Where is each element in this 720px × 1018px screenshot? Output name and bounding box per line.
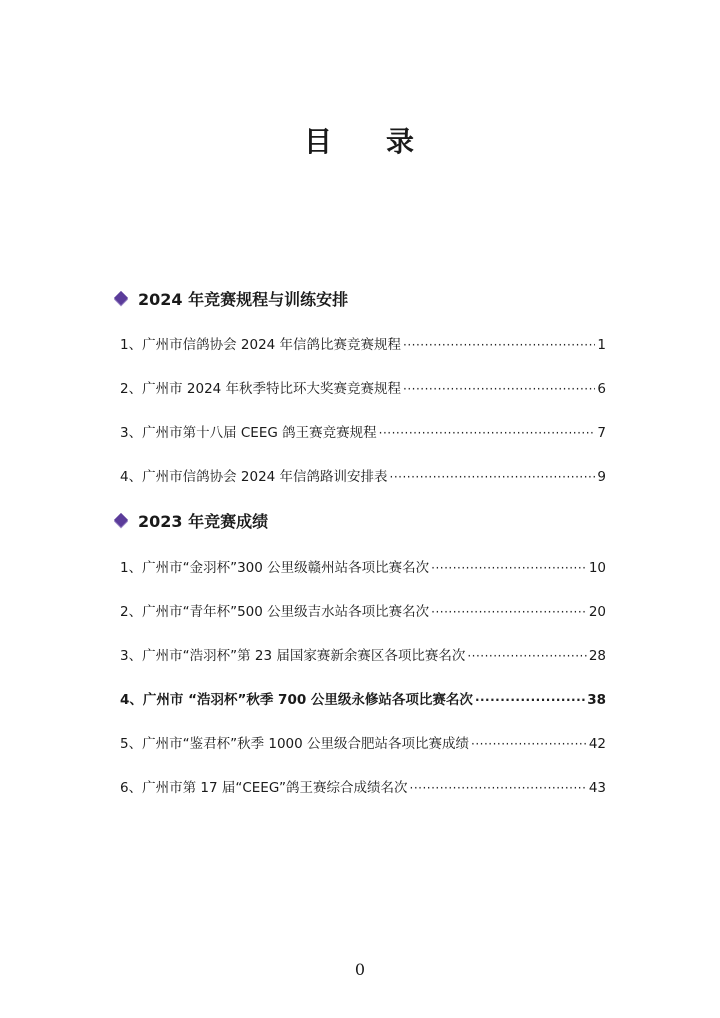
toc-entry-title: 广州市 2024 年秋季特比环大奖赛竞赛规程 [142,381,402,397]
toc-entry-page: 43 [588,780,606,796]
page-number: 0 [354,960,366,979]
dot-leader [471,736,587,752]
dot-leader [431,560,587,576]
toc-entry-page: 7 [597,425,606,441]
toc-entry[interactable] [120,421,606,443]
toc-entry[interactable] [120,776,606,798]
toc-entry-page: 38 [587,692,606,708]
toc-entry-title: 广州市信鸽协会 2024 年信鸽路训安排表 [142,469,388,485]
section-heading-2023-results [112,508,268,532]
toc-entry-title: 广州市第十八届 CEEG 鸽王赛竞赛规程 [142,425,377,441]
dot-leader [410,780,587,796]
diamond-bullet-icon [114,291,128,305]
page-title [0,120,720,160]
toc-entry-page: 28 [588,648,606,664]
dot-leader [379,425,596,441]
toc-entry-title: 广州市“浩羽杯”第 23 届国家赛新余赛区各项比赛名次 [142,648,466,664]
toc-entry[interactable] [120,732,606,754]
toc-entry-number: 3、 [120,648,143,664]
dot-leader [390,469,596,485]
dot-leader [403,337,595,353]
toc-entry-number: 1、 [120,337,143,353]
toc-entry-number: 6、 [120,780,143,796]
toc-entry-title: 广州市“青年杯”500 公里级吉水站各项比赛名次 [142,604,430,620]
toc-entry-number: 5、 [120,736,143,752]
toc-entry-number: 4、 [120,692,143,708]
toc-entry[interactable] [120,465,606,487]
toc-entry[interactable] [120,556,606,578]
dot-leader [431,604,587,620]
toc-entry-page: 6 [597,381,606,397]
title-char-2: 录 [386,125,417,158]
toc-entry[interactable] [120,333,606,355]
dot-leader [467,648,586,664]
toc-entry-page: 1 [597,337,606,353]
toc-entry-title: 广州市第 17 届“CEEG”鸽王赛综合成绩名次 [142,780,408,796]
toc-entry-title: 广州市信鸽协会 2024 年信鸽比赛竞赛规程 [142,337,402,353]
section-heading-text: 2023 年竞赛成绩 [138,511,269,531]
toc-entry-number: 3、 [120,425,143,441]
toc-entry-page: 42 [588,736,606,752]
toc-entry[interactable] [120,688,606,710]
toc-entry-page: 10 [588,560,606,576]
toc-entry-number: 4、 [120,469,143,485]
toc-entry-title: 广州市“鉴君杯”秋季 1000 公里级合肥站各项比赛成绩 [142,736,470,752]
toc-entry[interactable] [120,377,606,399]
toc-entry-number: 1、 [120,560,143,576]
section-heading-2024-rules [112,286,348,310]
toc-entry-number: 2、 [120,381,143,397]
toc-entry[interactable] [120,644,606,666]
toc-entry[interactable] [120,600,606,622]
toc-entry-title: 广州市 “浩羽杯”秋季 700 公里级永修站各项比赛名次 [142,692,473,708]
toc-entry-number: 2、 [120,604,143,620]
toc-entry-title: 广州市“金羽杯”300 公里级赣州站各项比赛名次 [142,560,430,576]
section-heading-text: 2024 年竞赛规程与训练安排 [138,289,349,309]
diamond-bullet-icon [114,513,128,527]
title-char-1: 目 [303,125,334,158]
toc-entry-page: 20 [588,604,606,620]
dot-leader [403,381,595,397]
dot-leader [475,692,585,708]
toc-entry-page: 9 [597,469,606,485]
